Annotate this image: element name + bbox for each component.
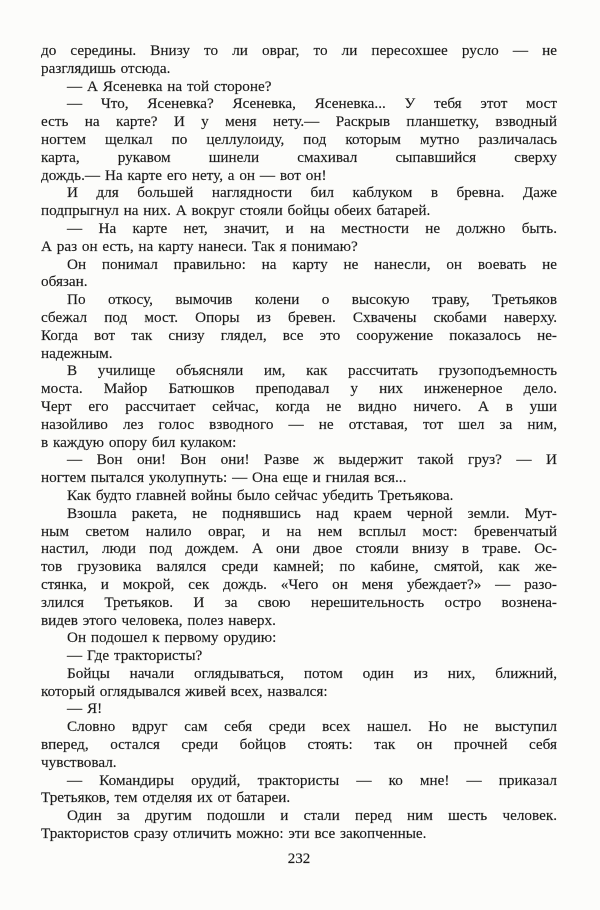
text-line: назойливо лез голос взводного — не отставая, тот шел за ним, bbox=[41, 415, 557, 433]
text-line: карта, рукавом шинели смахивал сыпавшийся сверху bbox=[41, 148, 557, 166]
text-line: Черт его рассчитает сейчас, когда не видно ничего. А в уши bbox=[41, 397, 557, 415]
text-line: настил, люди под дождем. А они двое стояли внизу в траве. Ос- bbox=[41, 540, 557, 558]
text-line: в каждую опору бил кулаком: bbox=[41, 433, 237, 451]
text-line: сбежал под мост. Опоры из бревен. Схвачены скобами наверху. bbox=[41, 308, 557, 326]
text-line: Как будто главней войны было сейчас убедить Третьякова. bbox=[67, 486, 454, 504]
page-text bbox=[41, 42, 557, 843]
text-line: есть на карте? И у меня нету.— Раскрыв планшетку, взводный bbox=[41, 113, 557, 131]
text-line: дождь.— На карте его нету, а он — вот он! bbox=[41, 166, 327, 184]
text-line: Бойцы начали оглядываться, потом один из них, ближний, bbox=[67, 664, 557, 682]
text-line: В училище объясняли им, как рассчитать грузоподъемность bbox=[67, 362, 557, 380]
text-line: Трактористов сразу отличить можно: эти все закопченные. bbox=[41, 825, 427, 843]
text-line: Словно вдруг сам себя среди всех нашел. Но не выступил bbox=[67, 718, 557, 736]
text-line: ногтем щелкал по целлулоиду, под которым мутно различалась bbox=[41, 130, 557, 148]
text-line: А раз он есть, на карту нанеси. Так я понимаю? bbox=[41, 237, 358, 255]
text-line: разглядишь отсюда. bbox=[41, 59, 171, 77]
text-line: Он понимал правильно: на карту не нанесли, он воевать не bbox=[67, 255, 557, 273]
text-line: который оглядывался живей всех, назвался: bbox=[41, 682, 328, 700]
page-number: 232 bbox=[287, 851, 311, 867]
text-line: — Что, Ясеневка? Ясеневка, Ясеневка... У тебя этот мост bbox=[67, 95, 557, 113]
text-line: Когда вот так снизу глядел, все это сооружение показалось не- bbox=[41, 326, 557, 344]
text-line: обязан. bbox=[41, 273, 88, 291]
text-line: По откосу, вымочив колени о высокую траву, Третьяков bbox=[67, 291, 557, 309]
text-line: чувствовал. bbox=[41, 753, 117, 771]
text-line: видев этого человека, полез наверх. bbox=[41, 611, 276, 629]
text-line: злился Третьяков. И за свою нерешительность остро вознена- bbox=[41, 593, 557, 611]
text-line: — Командиры орудий, трактористы — ко мне! — приказал bbox=[67, 771, 557, 789]
text-line: надежным. bbox=[41, 344, 113, 362]
text-line: — На карте нет, значит, и на местности не должно быть. bbox=[67, 219, 557, 237]
text-line: Один за другим подошли и стали перед ним шесть человек. bbox=[67, 807, 557, 825]
text-line: — Где трактористы? bbox=[67, 647, 203, 665]
text-line: И для большей наглядности бил каблуком в бревна. Даже bbox=[67, 184, 557, 202]
text-line: тов грузовика валялся среди камней; по кабине, смятой, как же- bbox=[41, 558, 557, 576]
text-line: подпрыгнул на них. А вокруг стояли бойцы обеих батарей. bbox=[41, 202, 431, 220]
text-line: — Вон они! Вон они! Разве ж выдержит такой груз? — И bbox=[67, 451, 557, 469]
text-line: Третьяков, тем отделяя их от батареи. bbox=[41, 789, 291, 807]
text-line: — Я! bbox=[67, 700, 103, 718]
text-line: моста. Майор Батюшков преподавал у них инженерное дело. bbox=[41, 380, 557, 398]
text-line: Он подошел к первому орудию: bbox=[67, 629, 277, 647]
text-line: стянка, и мокрой, сек дождь. «Чего он меня убеждает?» — разо- bbox=[41, 575, 557, 593]
text-line: до середины. Внизу то ли овраг, то ли пересохшее русло — не bbox=[41, 42, 557, 59]
text-line: вперед, остался среди бойцов стоять: так он прочней себя bbox=[41, 736, 557, 754]
text-line: ногтем пытался уколупнуть: — Она еще и гнилая вся... bbox=[41, 469, 407, 487]
text-line: — А Ясеневка на той стороне? bbox=[67, 77, 272, 95]
text-line: ным светом налило овраг, и на нем всплыл мост: бревенчатый bbox=[41, 522, 557, 540]
text-line: Взошла ракета, не поднявшись над краем черной земли. Мут- bbox=[67, 504, 557, 522]
